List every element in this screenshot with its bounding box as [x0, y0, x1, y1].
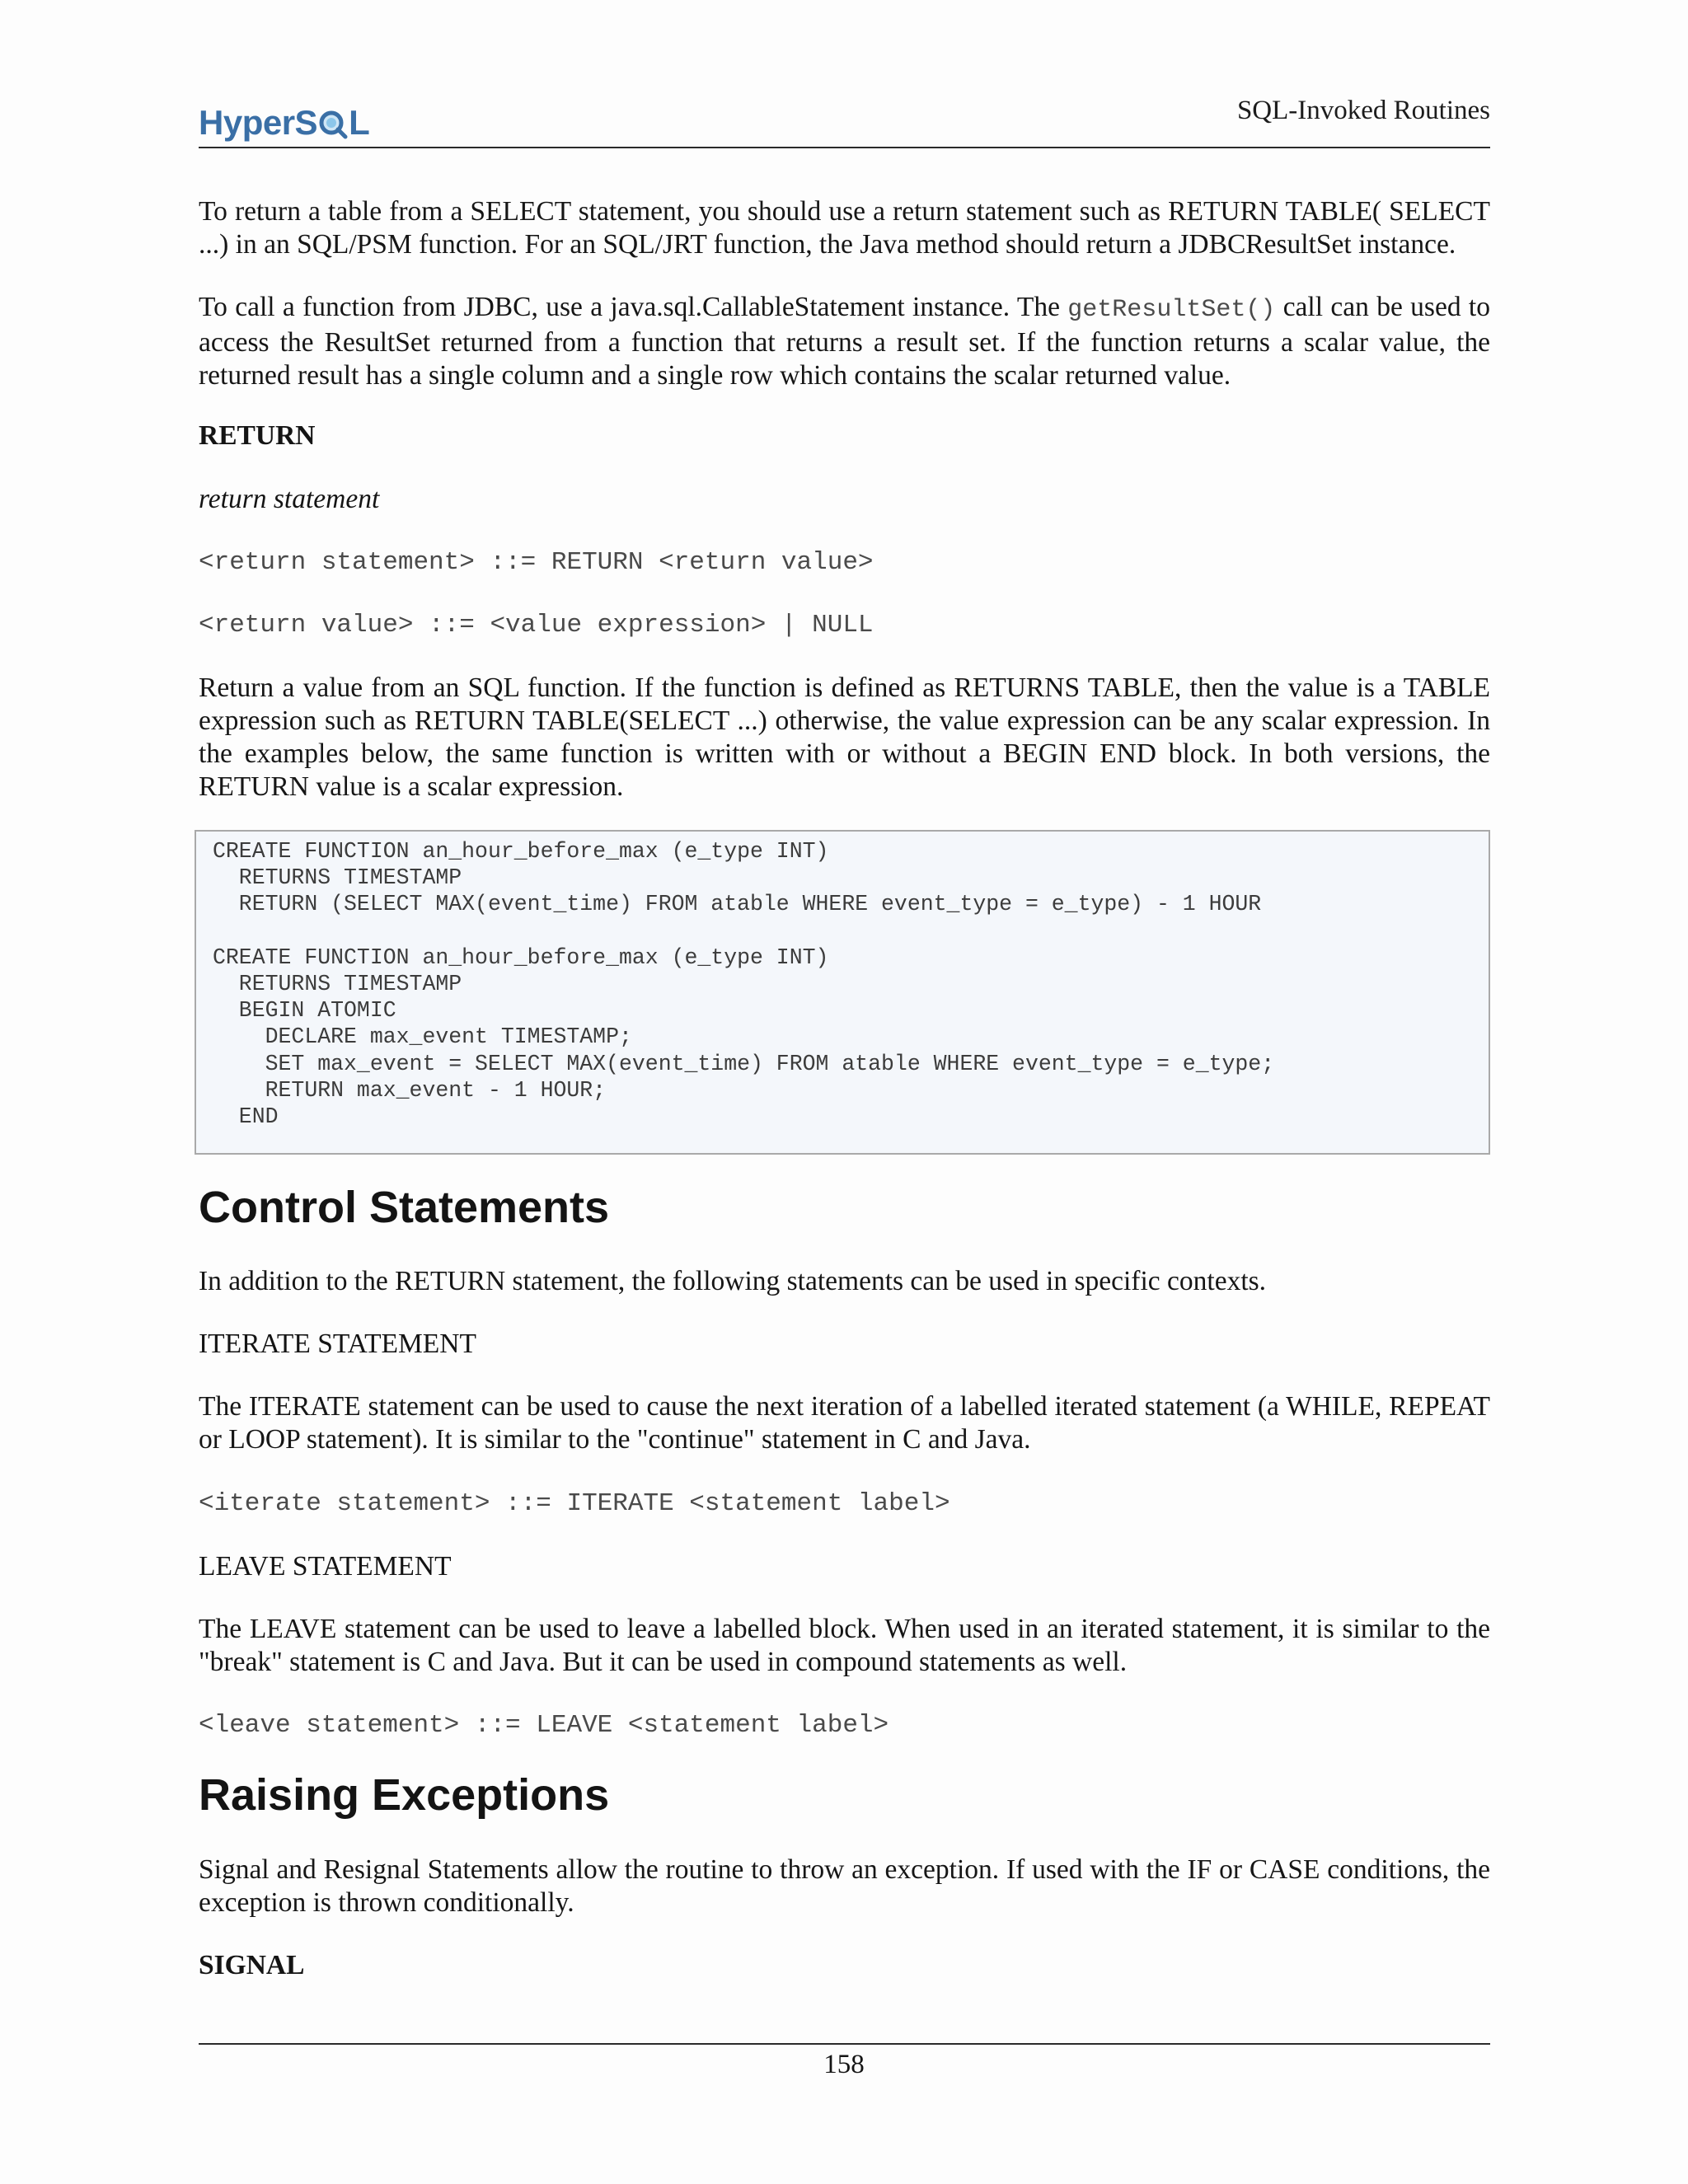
section-title: SQL-Invoked Routines — [1236, 96, 1490, 125]
iterate-statement-label: ITERATE STATEMENT — [199, 1329, 476, 1359]
code-example: CREATE FUNCTION an_hour_before_max (e_type INT) RETURNS TIMESTAMP RETURN (SELECT MAX(event_time) FROM atable WHERE event_type = e_type) - 1 HOUR CREATE FUNCTION an_hour_before_max (e_type INT) RETURNS TIMESTAMP BEGIN ATOMIC DECLARE max_event TIMESTAMP; SET max_event = SELECT MAX(event_time) FROM atable WHERE event_type = e_type; RETURN max_event - 1 HOUR; END — [213, 839, 1275, 1130]
hypersql-logo — [199, 100, 369, 146]
raising-exceptions-heading: Raising Exceptions — [199, 1770, 610, 1820]
return-heading: RETURN — [199, 420, 316, 451]
p2-text-before: To call a function from JDBC, use a java.sql.CallableStatement instance. The — [199, 292, 1068, 322]
return-statement-label: return statement — [199, 484, 380, 514]
page-header — [199, 92, 1490, 148]
control-intro: In addition to the RETURN statement, the following statements can be used in specific contexts. — [199, 1266, 1267, 1296]
signal-heading: SIGNAL — [199, 1950, 305, 1980]
paragraph-return-table: To return a table from a SELECT statement, you should use a return statement such as RETURN TABLE( SELECT ...) in an SQL/PSM function. For an SQL/JRT function, the Java method should return a JDBCResultSet instance. — [199, 196, 1490, 260]
paragraph-return-description: Return a value from an SQL function. If the function is defined as RETURNS TABLE, then the value is a TABLE expression such as RETURN TABLE(SELECT ...) otherwise, the value expression can be any scalar expression. In the examples below, the same function is written with or without a BEGIN END block. In both versions, the RETURN value is a scalar expression. — [199, 673, 1490, 802]
p2-text-after: call can be used to access the ResultSet returned from a function that returns a result set. If the function returns a scalar value, the returned result has a single column and a single row which contains the scalar returned value. — [199, 292, 1490, 391]
code-example-box — [195, 830, 1490, 1155]
grammar-leave: <leave statement> ::= LEAVE <statement label> — [199, 1711, 889, 1740]
grammar-iterate: <iterate statement> ::= ITERATE <statement label> — [199, 1489, 950, 1518]
magnifier-icon — [318, 108, 348, 138]
inline-code-getresultset: getResultSet() — [1067, 296, 1276, 324]
paragraph-jdbc-call — [199, 291, 1490, 392]
leave-description: The LEAVE statement can be used to leave a labelled block. When used in an iterated statement, it is similar to the "break" statement is C and Java. But it can be used in compound statements as well. — [199, 1614, 1490, 1677]
page-number: 158 — [823, 2050, 865, 2079]
control-statements-heading: Control Statements — [199, 1183, 610, 1232]
logo-suffix: L — [349, 103, 370, 142]
raising-intro: Signal and Resignal Statements allow the routine to throw an exception. If used with the IF or CASE conditions, the exception is thrown conditionally. — [199, 1854, 1490, 1918]
grammar-return-statement: <return statement> ::= RETURN <return value> — [199, 548, 874, 577]
footer-divider — [199, 2043, 1490, 2045]
grammar-return-value: <return value> ::= <value expression> | NULL — [199, 611, 874, 640]
leave-statement-label: LEAVE STATEMENT — [199, 1551, 452, 1582]
logo-prefix: HyperS — [199, 103, 318, 142]
iterate-description: The ITERATE statement can be used to cause the next iteration of a labelled iterated statement (a WHILE, REPEAT or LOOP statement). It is similar to the "continue" statement in C and Java. — [199, 1391, 1490, 1455]
